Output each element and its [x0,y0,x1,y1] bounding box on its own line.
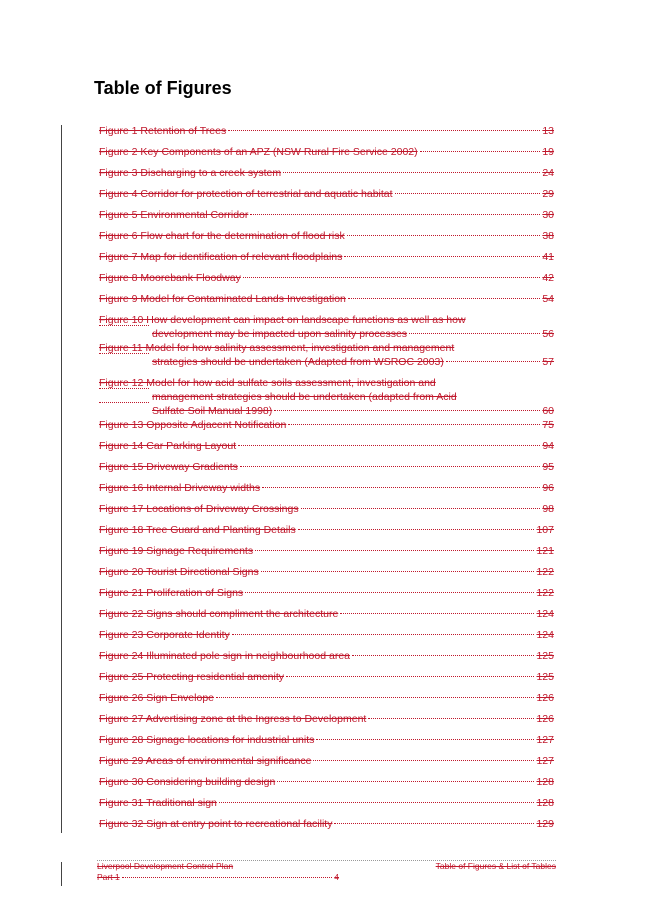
figure-entry[interactable] [99,670,554,684]
figure-page-number: 121 [536,545,554,557]
figure-entry[interactable] [99,565,554,579]
leader-dots [245,592,534,593]
figure-entry-text: Figure 13 Opposite Adjacent Notification [99,419,287,431]
figure-entry[interactable] [99,523,554,537]
figure-entry-text: Figure 16 Internal Driveway widths [99,482,261,494]
footer-part: Part 1 [97,872,120,882]
figure-page-number: 128 [536,797,554,809]
figure-page-number: 129 [536,818,554,830]
leader-dots [283,172,540,173]
figure-page-number: 41 [542,251,554,263]
figure-page-number: 127 [536,734,554,746]
figure-page-number: 57 [542,356,554,368]
figure-entry[interactable] [99,586,554,600]
page-title: Table of Figures [94,78,232,98]
figure-page-number: 96 [542,482,554,494]
figure-page-number: 125 [536,650,554,662]
leader-dots [301,508,541,509]
leader-dots [316,739,534,740]
leader-dots [420,151,541,152]
footer-leader-dots [122,877,333,878]
leader-dots [446,361,540,362]
figure-entry[interactable] [99,229,554,243]
figure-entry[interactable] [99,544,554,558]
figure-entry[interactable] [99,817,554,831]
figure-entry-text: Figure 24 Illuminated pole sign in neighbourhood area [99,650,351,662]
figure-entry-text: Figure 1 Retention of Trees [99,125,227,137]
figure-entry[interactable] [99,292,554,306]
figure-entry-text: Figure 28 Signage locations for industrial units [99,734,315,746]
leader-dots [313,760,534,761]
figure-page-number: 127 [536,755,554,767]
leader-dots [277,781,534,782]
figure-page-number: 56 [542,328,554,340]
figure-entry[interactable] [99,649,554,663]
figure-entry-text: Figure 20 Tourist Directional Signs [99,566,259,578]
figure-entry-text: Figure 6 Flow chart for the determination of flood risk [99,230,345,242]
leader-dots [395,193,541,194]
figure-page-number: 60 [542,405,554,417]
figure-page-number: 95 [542,461,554,473]
figure-entry[interactable] [99,733,554,747]
figure-entry-text: Figure 31 Traditional sign [99,797,217,809]
figure-page-number: 126 [536,713,554,725]
leader-dots [243,277,540,278]
leader-dots [219,802,535,803]
leader-dots [240,466,540,467]
leader-dots [347,235,541,236]
figure-entry-text: Figure 18 Tree Guard and Planting Details [99,524,296,536]
footer-page-number: 4 [334,872,339,882]
footer-section-title: Table of Figures & List of Tables [435,861,556,871]
figure-page-number: 94 [542,440,554,452]
leader-dots [298,529,535,530]
figure-entry[interactable] [99,418,554,432]
figure-page-number: 98 [542,503,554,515]
figure-page-number: 30 [542,209,554,221]
figure-entry-text: Figure 9 Model for Contaminated Lands Investigation [99,293,346,305]
indent-leader-dots [99,353,149,354]
figure-entry[interactable] [99,145,554,159]
figure-entry[interactable] [99,775,554,789]
revision-bar [61,125,62,833]
leader-dots [409,333,540,334]
figure-page-number: 126 [536,692,554,704]
figure-entry[interactable] [99,481,554,495]
figure-entry-text: Figure 2 Key Components of an APZ (NSW Rural Fire Service 2002) [99,146,418,158]
figure-page-number: 124 [536,608,554,620]
figure-page-number: 42 [542,272,554,284]
leader-dots [286,676,534,677]
figure-entry-text: Figure 26 Sign Envelope [99,692,214,704]
leader-dots [340,613,534,614]
figure-page-number: 29 [542,188,554,200]
page-footer [97,860,556,883]
figure-page-number: 75 [542,419,554,431]
figure-entry-text: development may be impacted upon salinity processes [152,328,408,340]
leader-dots [288,424,540,425]
figure-entry[interactable] [99,341,554,369]
figure-entry[interactable] [99,124,554,138]
figure-page-number: 54 [542,293,554,305]
figure-entry-text: Figure 30 Considering building design [99,776,276,788]
figure-page-number: 24 [542,167,554,179]
figure-entry-text: Figure 22 Signs should compliment the architecture [99,608,339,620]
figure-entry[interactable] [99,754,554,768]
indent-leader-dots [99,388,149,389]
leader-dots [250,214,540,215]
figure-entry-text: Figure 21 Proliferation of Signs [99,587,244,599]
leader-dots [348,298,540,299]
figure-entry[interactable] [99,691,554,705]
footer-document-title: Liverpool Development Control Plan [97,861,234,871]
leader-dots [334,823,534,824]
leader-dots [216,697,534,698]
leader-dots [238,445,540,446]
figure-entry[interactable] [99,628,554,642]
figure-entry-text: Figure 11 Model for how salinity assessment, investigation and management [99,342,455,354]
figure-page-number: 19 [542,146,554,158]
figure-entry-text: Figure 19 Signage Requirements [99,545,254,557]
figure-page-number: 128 [536,776,554,788]
figure-entry-text: Figure 23 Corporate Identity [99,629,230,641]
figure-entry-text: strategies should be undertaken (Adapted from WSROC 2003) [152,356,444,368]
figure-entry-text: Figure 8 Moorebank Floodway [99,272,241,284]
figure-page-number: 124 [536,629,554,641]
leader-dots [274,410,540,411]
figure-page-number: 13 [542,125,554,137]
figure-entry-text: Figure 12 Model for how acid sulfate soils assessment, investigation and [99,377,436,389]
leader-dots [262,487,540,488]
figure-entry-text: Sulfate Soil Manual 1998) [152,405,273,417]
leader-dots [261,571,535,572]
figure-page-number: 122 [536,566,554,578]
figure-entry-text: Figure 27 Advertising zone at the Ingress to Development [99,713,367,725]
indent-leader-dots [99,325,149,326]
figure-entry[interactable] [99,502,554,516]
figure-entry-text: Figure 32 Sign at entry point to recreational facility [99,818,333,830]
figure-entry[interactable] [99,187,554,201]
figure-page-number: 125 [536,671,554,683]
figure-entry-text: Figure 10 How development can impact on landscape functions as well as how [99,314,466,326]
indent-leader-dots [99,402,149,403]
leader-dots [232,634,535,635]
figure-entry-text: Figure 4 Corridor for protection of terrestrial and aquatic habitat [99,188,393,200]
figure-entry[interactable] [99,271,554,285]
figure-entry-text: Figure 3 Discharging to a creek system [99,167,282,179]
figure-entry-text: Figure 15 Driveway Gradients [99,461,238,473]
figure-entry[interactable] [99,796,554,810]
figure-entry[interactable] [99,712,554,726]
figure-entry-text: Figure 25 Protecting residential amenity [99,671,285,683]
leader-dots [228,130,540,131]
figure-entry[interactable] [99,250,554,264]
figure-entry-text: Figure 7 Map for identification of relevant floodplains [99,251,343,263]
leader-dots [344,256,540,257]
figure-entry-text: Figure 29 Areas of environmental significance [99,755,312,767]
figure-entry[interactable] [99,208,554,222]
leader-dots [255,550,534,551]
figure-entry[interactable] [99,313,554,341]
figure-entry-text: Figure 14 Car Parking Layout [99,440,237,452]
figure-entry[interactable] [99,439,554,453]
figure-entry[interactable] [99,166,554,180]
figure-entry-text: management strategies should be undertaken (adapted from Acid [152,391,457,403]
figure-page-number: 107 [536,524,554,536]
figure-entry-text: Figure 5 Environmental Corridor [99,209,249,221]
figure-entry[interactable] [99,376,554,418]
figure-entry-text: Figure 17 Locations of Driveway Crossings [99,503,299,515]
figure-entry[interactable] [99,607,554,621]
leader-dots [352,655,534,656]
figure-entry[interactable] [99,460,554,474]
revision-bar [61,862,62,886]
leader-dots [368,718,534,719]
figure-page-number: 38 [542,230,554,242]
figure-page-number: 122 [536,587,554,599]
